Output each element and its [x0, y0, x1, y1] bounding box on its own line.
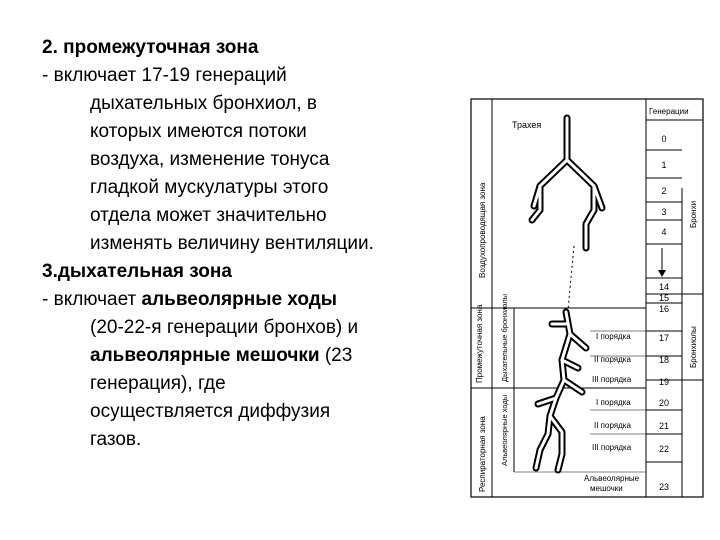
text-line: (20-22-я генерации бронхов) и	[90, 317, 359, 338]
order-label: II порядка	[594, 421, 631, 430]
generation-number: 0	[661, 134, 667, 144]
alv-sacs-label: Альвеолярные	[584, 474, 640, 483]
generation-number: 14	[658, 282, 670, 292]
order-label: II порядка	[594, 355, 631, 364]
text-line: альвеолярные мешочки (23	[90, 345, 353, 366]
generation-number: 21	[658, 421, 670, 431]
generation-number: 1	[661, 160, 667, 170]
text-line: - включает 17-19 генераций	[42, 65, 287, 86]
bronchioles-label: Бронхиолы	[689, 326, 698, 368]
text-line: осуществляется диффузия	[90, 401, 331, 422]
generation-number: 17	[658, 333, 670, 343]
generation-number: 22	[658, 444, 670, 454]
trachea-label: Трахея	[512, 120, 542, 130]
text-line: гладкой мускулатуры этого	[90, 177, 329, 198]
heading-respiratory-zone: 3.дыхательная зона	[42, 261, 232, 282]
arrow-down-icon	[658, 270, 666, 277]
alv-ducts-label: Альвеолярные ходы	[500, 394, 509, 466]
text-line: изменять величину вентиляции.	[90, 233, 374, 254]
lecture-text	[42, 34, 462, 454]
generation-number: 20	[658, 398, 670, 408]
zone-conducting-label: Воздухопроводящая зона	[478, 182, 487, 278]
generation-number: 16	[658, 304, 670, 314]
generation-number: 19	[658, 377, 670, 387]
airway-generations-diagram	[470, 98, 706, 500]
generation-number: 23	[658, 482, 670, 492]
heading-intermediate-zone: 2. промежуточная зона	[42, 37, 259, 58]
generation-number: 4	[661, 227, 667, 237]
text-line: которых имеются потоки	[90, 121, 307, 142]
generation-number: 2	[661, 186, 667, 196]
bronchi-label: Бронхи	[689, 200, 698, 228]
text-line: дыхательных бронхиол, в	[90, 93, 318, 114]
generation-number: 15	[658, 293, 670, 303]
text-line: генерация), где	[90, 373, 226, 394]
order-label: III порядка	[592, 375, 632, 384]
text-line: отдела может значительно	[90, 205, 327, 226]
text-line: - включает альвеолярные ходы	[42, 289, 338, 310]
order-label: I порядка	[596, 332, 631, 341]
zone-transitional-label: Промежуточная зона	[475, 304, 484, 383]
text-line: воздуха, изменение тонуса	[90, 149, 330, 170]
zone-respiratory-label: Респираторная зона	[478, 416, 487, 492]
order-label: III порядка	[592, 443, 632, 452]
text-line: газов.	[90, 429, 142, 450]
generations-header: Генерации	[649, 107, 689, 116]
alv-sacs-label: мешочки	[590, 484, 623, 493]
generation-number: 3	[661, 207, 667, 217]
order-label: I порядка	[596, 398, 631, 407]
generation-number: 18	[658, 355, 670, 365]
resp-bronchioles-label: Дыхательные бронхиолы	[500, 294, 509, 382]
